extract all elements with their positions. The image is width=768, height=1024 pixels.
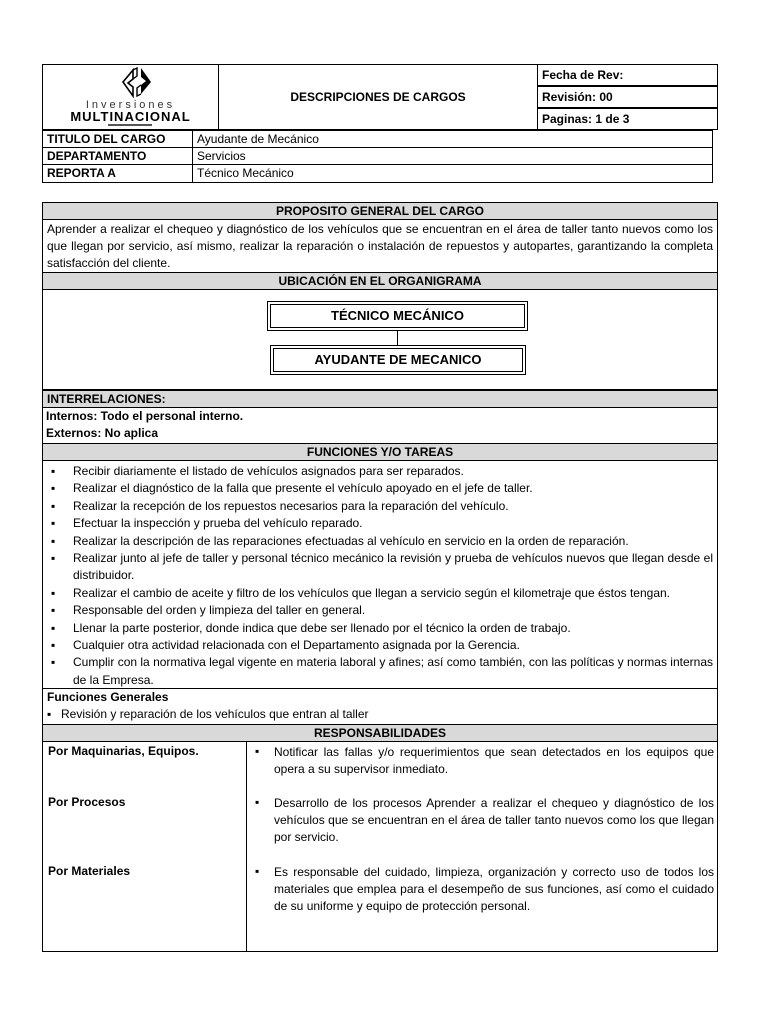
list-item: ▪ Realizar junto al jefe de taller y personal técnico mecánico la revisión y prueba de vehículos nuevos que llegan desde el distribuidor.	[47, 550, 713, 585]
funciones-list-box	[42, 460, 718, 689]
resp-text-maquinarias: Notificar las fallas y/o requerimientos que sean detectados en los equipos que opera a su supervisor inmediato.	[274, 745, 714, 776]
logo-text-bottom: MULTINACIONAL	[70, 109, 191, 124]
resp-text-procesos: Desarrollo de los procesos Aprender a realizar el chequeo y diagnóstico de los vehículos que se encuentran en el área de taller tanto nuevos como los que llegan por servicio.	[274, 796, 714, 844]
list-item: ▪ Realizar la descripción de las reparaciones efectuadas al vehículo en servicio en la orden de reparación.	[47, 533, 713, 550]
org-box-tecnico: TÉCNICO MECÁNICO	[267, 301, 528, 331]
responsabilidades-divider	[246, 741, 247, 952]
info-value-departamento: Servicios	[192, 147, 713, 165]
proposito-heading: PROPOSITO GENERAL DEL CARGO	[42, 202, 718, 220]
interrelaciones-heading: INTERRELACIONES:	[42, 390, 718, 408]
org-box-ayudante: AYUDANTE DE MECANICO	[270, 345, 526, 375]
info-value-titulo: Ayudante de Mecánico	[192, 130, 713, 148]
list-item: ▪ Realizar la recepción de los repuestos necesarios para la reparación del vehículo.	[47, 498, 713, 515]
funciones-generales-item: Revisión y reparación de los vehículos que entran al taller	[61, 707, 369, 721]
proposito-text: Aprender a realizar el chequeo y diagnóstico de los vehículos que se encuentran en el área de taller tanto nuevos como los que llegan por servicio, así mismo, realizar la reparación o instalación de repuestos y autopartes, garantizando la completa satisfacción del cliente.	[42, 219, 718, 273]
fecha-rev-cell: Fecha de Rev:	[537, 64, 718, 86]
list-item: ▪ Cualquier otra actividad relacionada con el Departamento asignada por la Gerencia.	[47, 637, 713, 654]
resp-label-maquinarias: Por Maquinarias, Equipos.	[48, 744, 199, 758]
resp-bullet: ▪	[255, 864, 260, 878]
resp-bullet: ▪	[255, 744, 260, 758]
resp-bullet: ▪	[255, 795, 260, 809]
info-label-titulo: TITULO DEL CARGO	[42, 130, 193, 148]
interrelaciones-externos: Externos: No aplica	[46, 426, 159, 440]
interrelaciones-internos: Internos: Todo el personal interno.	[46, 409, 244, 423]
funciones-generales-bullet: ▪	[47, 707, 52, 721]
org-connector	[397, 331, 398, 345]
list-item: ▪ Realizar el cambio de aceite y filtro de los vehículos que llegan a servicio según el kilometraje que éstos tengan.	[47, 585, 713, 602]
resp-text-materiales: Es responsable del cuidado, limpieza, organización y correcto uso de todos los materiales que emplea para el desempeño de sus funciones, así como el cuidado de su uniforme y equipo de protección personal.	[274, 865, 714, 913]
list-item: ▪ Llenar la parte posterior, donde indica que debe ser llenado por el técnico la orden de trabajo.	[47, 620, 713, 637]
ubicacion-heading: UBICACIÓN EN EL ORGANIGRAMA	[42, 272, 718, 290]
funciones-heading: FUNCIONES Y/O TAREAS	[42, 443, 718, 461]
resp-label-procesos: Por Procesos	[48, 795, 126, 809]
list-item: ▪ Efectuar la inspección y prueba del vehículo reparado.	[47, 515, 713, 532]
list-item: ▪ Realizar el diagnóstico de la falla que presente el vehículo apoyado en el jefe de taller.	[47, 480, 713, 497]
funciones-list	[47, 463, 713, 689]
info-label-reporta: REPORTA A	[42, 164, 193, 183]
list-item: ▪ Recibir diariamente el listado de vehículos asignados para ser reparados.	[47, 463, 713, 480]
resp-label-materiales: Por Materiales	[48, 864, 131, 878]
logo-text-top: Inversiones	[85, 99, 176, 111]
info-value-reporta: Técnico Mecánico	[192, 164, 713, 183]
revision-cell: Revisión: 00	[537, 86, 718, 108]
responsabilidades-heading: RESPONSABILIDADES	[42, 724, 718, 742]
list-item: ▪ Cumplir con la normativa legal vigente en materia laboral y afines; así como también, con las políticas y normas internas de la Empresa.	[47, 654, 713, 689]
paginas-cell: Paginas: 1 de 3	[537, 108, 718, 130]
logo-cell	[42, 64, 219, 130]
document-title: DESCRIPCIONES DE CARGOS	[290, 90, 466, 104]
list-item: ▪ Responsable del orden y limpieza del taller en general.	[47, 602, 713, 619]
funciones-generales-heading: Funciones Generales	[47, 690, 169, 704]
info-label-departamento: DEPARTAMENTO	[42, 147, 193, 165]
